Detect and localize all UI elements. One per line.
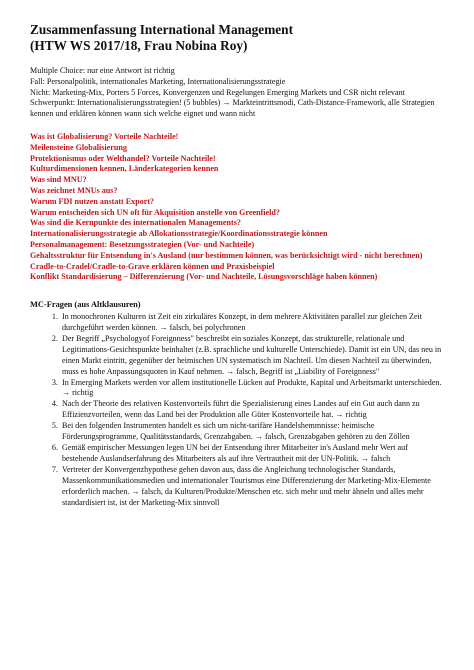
mc-question: 2. Der Begriff „Psychologyof Foreignness" beschreibt ein soziales Konzept, das strukturelle, relationale und Legitimations-Gesichtspunkte beinhaltet (z.B. sprachliche und kulturelle Unterschiede). Damit ist ein UN, das neu in einen Markt eintritt, gegenüber der heimischen UN systematisch im Nachteil. Um diesen Nachteil zu überwinden, muss es hohe Anpassungsquoten in Kauf nehmen. → falsch, Begriff ist „Liability of Foreignness": [60, 334, 442, 378]
topic-item: Protektionismus oder Welthandel? Vorteile Nachteile!: [30, 153, 216, 163]
topic-item: Warum entscheiden sich UN oft für Akquisition anstelle von Greenfield?: [30, 207, 280, 217]
topic-item: Was zeichnet MNUs aus?: [30, 185, 118, 195]
topic-item: Meilensteine Globalisierung: [30, 142, 127, 152]
mc-question: 5. Bei den folgenden Instrumenten handelt es sich um nicht-tarifäre Handelshemmnisse: heimische Förderungsprogramme, Qualitätsstandards, Grenzabgaben. → falsch, Grenzabgaben gehören zu den Zöllen: [60, 421, 442, 443]
intro-line: Schwerpunkt: Internationalisierungsstrategien! (5 bubbles) → Markteintrittsmodi, Cath-Distance-Framework, alle Strategien kennen und erklären können wann sich welche eignet und wann nicht: [30, 98, 435, 119]
topic-item: Warum FDI nutzen anstatt Export?: [30, 196, 155, 206]
document-title: [30, 22, 442, 54]
mc-heading: MC-Fragen (aus Altklausuren): [30, 300, 141, 310]
topic-item: Was ist Globalisierung? Vorteile Nachteile!: [30, 131, 179, 141]
intro-line: Multiple Choice: nur eine Antwort ist richtig: [30, 66, 175, 75]
intro-block: [30, 66, 442, 120]
topic-list: [30, 132, 442, 283]
mc-question-list: [30, 312, 442, 508]
mc-question: 6. Gemäß empirischer Messungen legen UN bei der Entsendung ihrer Mitarbeiter in's Ausland mehr Wert auf bestehende Auslandserfahrung des Mitarbeiters als auf ihre Vertrautheit mit der UN-Politik. → falsch: [60, 443, 442, 465]
topic-item: Konflikt Standardisierung – Differenzierung (Vor- und Nachteile, Lösungsvorschläge haben können): [30, 272, 378, 282]
topic-item: Gehaltsstruktur für Entsendung in's Ausland (nur bestimmen können, was berücksichtigt wird - nicht berechnen): [30, 250, 423, 260]
title-line-1: Zusammenfassung International Management: [30, 22, 293, 37]
topic-item: Personalmanagement: Besetzungsstrategien (Vor- und Nachteile): [30, 239, 255, 249]
mc-question: 1. In monochronen Kulturen ist Zeit ein zirkuläres Konzept, in dem mehrere Aktivitäten parallel zur gleichen Zeit durchgeführt werden können. → falsch, bei polychronen: [60, 312, 442, 334]
intro-line: Nicht: Marketing-Mix, Porters 5 Forces, Konvergenzen und Regelungen Emerging Markets und CSR nicht relevant: [30, 87, 405, 97]
mc-question: 4. Nach der Theorie des relativen Kostenvorteils führt die Spezialisierung eines Landes auf ein Gut auch dann zu Effizienzvorteilen, wenn das Land bei der Produktion alle Güter Kostenvorteile hat. → richtig: [60, 399, 442, 421]
intro-line: Fall: Personalpolitik, internationales Marketing, Internationalisierungsstrategie: [30, 76, 286, 86]
topic-item: Was sind die Kernpunkte des internationalen Managements?: [30, 218, 241, 228]
topic-item: Was sind MNU?: [30, 175, 87, 185]
topic-item: Internationalisierungsstrategie ab Allokationsstrategie/Koordinationsstrategie können: [30, 229, 328, 239]
topic-item: Kulturdimensionen kennen, Länderkategorien kennen: [30, 164, 219, 174]
topic-item: Cradle-to-Cradel/Cradle-to-Grave erklären können und Praxisbeispiel: [30, 261, 275, 271]
mc-question: 7. Vertreter der Konvergenzhypothese gehen davon aus, dass die Angleichung technologischer Standards, Massenkommunikationsmedien und internationaler Tourismus eine Differenzierung der Marketing-Mix-Elemente erforderlich machen. → falsch, da Kulturen/Produkte/Menschen etc. sich mehr und mehr ähneln und alles mehr standardisiert ist, ist der Marketing-Mix sinnvoll: [60, 465, 442, 509]
title-line-2: (HTW WS 2017/18, Frau Nobina Roy): [30, 38, 248, 53]
mc-question: 3. In Emerging Markets werden vor allem institutionelle Lücken auf Produkte, Kapital und Arbeitsmarkt unterschieden. → richtig: [60, 378, 442, 400]
